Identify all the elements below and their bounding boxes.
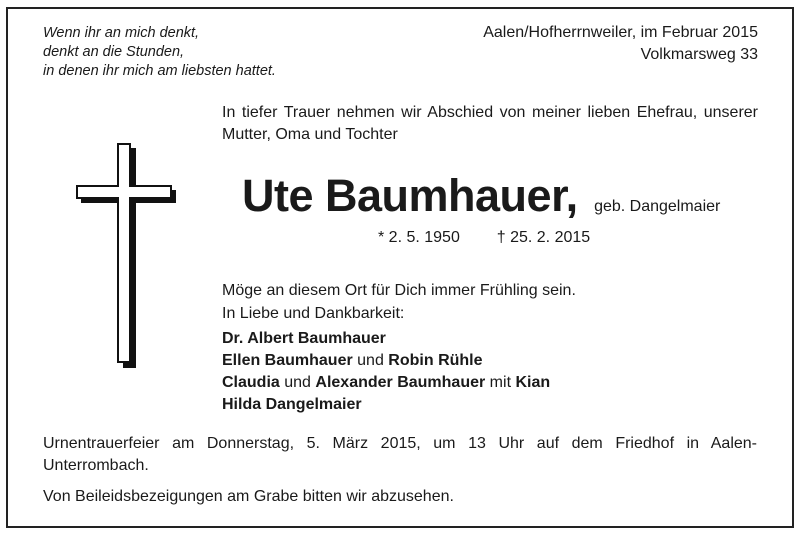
location-date: Aalen/Hofherrnweiler, im Februar 2015 xyxy=(483,24,758,41)
mourners-list xyxy=(222,328,550,416)
motto-line: denkt an die Stunden, xyxy=(43,44,185,60)
motto-verse xyxy=(43,24,276,81)
life-dates xyxy=(378,227,590,249)
mourner-line xyxy=(222,328,550,350)
mourner-name: Claudia xyxy=(222,374,280,391)
mourner-name: Dr. Albert Baumhauer xyxy=(222,330,386,347)
street-address: Volkmarsweg 33 xyxy=(640,46,758,63)
birth-date: * 2. 5. 1950 xyxy=(378,229,460,246)
motto-line: in denen ihr mich am liebsten hattet. xyxy=(43,63,276,79)
mourner-name: Ellen Baumhauer xyxy=(222,352,353,369)
wish-text: Möge an diesem Ort für Dich immer Frühling sein. xyxy=(222,282,576,299)
maiden-name: geb. Dangelmaier xyxy=(594,198,721,215)
ceremony-text: Urnentrauerfeier am Donnerstag, 5. März 2015, um 13 Uhr auf dem Friedhof in Aalen-Unterrombach. xyxy=(43,435,757,474)
place-block xyxy=(483,22,758,66)
mourner-line xyxy=(222,394,550,416)
mourner-name: Hilda Dangelmaier xyxy=(222,396,362,413)
mourner-line xyxy=(222,350,550,372)
connector: mit xyxy=(485,374,516,391)
love-gratitude-line: In Liebe und Dankbarkeit: xyxy=(222,305,405,322)
cross-icon xyxy=(76,143,176,368)
motto-line: Wenn ihr an mich denkt, xyxy=(43,25,200,41)
intro-text: In tiefer Trauer nehmen wir Abschied von meiner lieben Ehefrau, unserer Mutter, Oma und Tochter xyxy=(222,104,758,143)
mourner-line xyxy=(222,372,550,394)
condolence-note: Von Beileidsbezeigungen am Grabe bitten wir abzusehen. xyxy=(43,488,454,505)
mourner-name: Kian xyxy=(515,374,551,391)
mourner-name: Alexander Baumhauer xyxy=(315,374,486,391)
deceased-name: Ute Baumhauer, xyxy=(242,170,578,221)
deceased-name-row xyxy=(242,170,720,222)
connector: und xyxy=(279,374,316,391)
mourner-name: Robin Rühle xyxy=(388,352,483,369)
death-date: † 25. 2. 2015 xyxy=(496,229,591,246)
connector: und xyxy=(352,352,389,369)
